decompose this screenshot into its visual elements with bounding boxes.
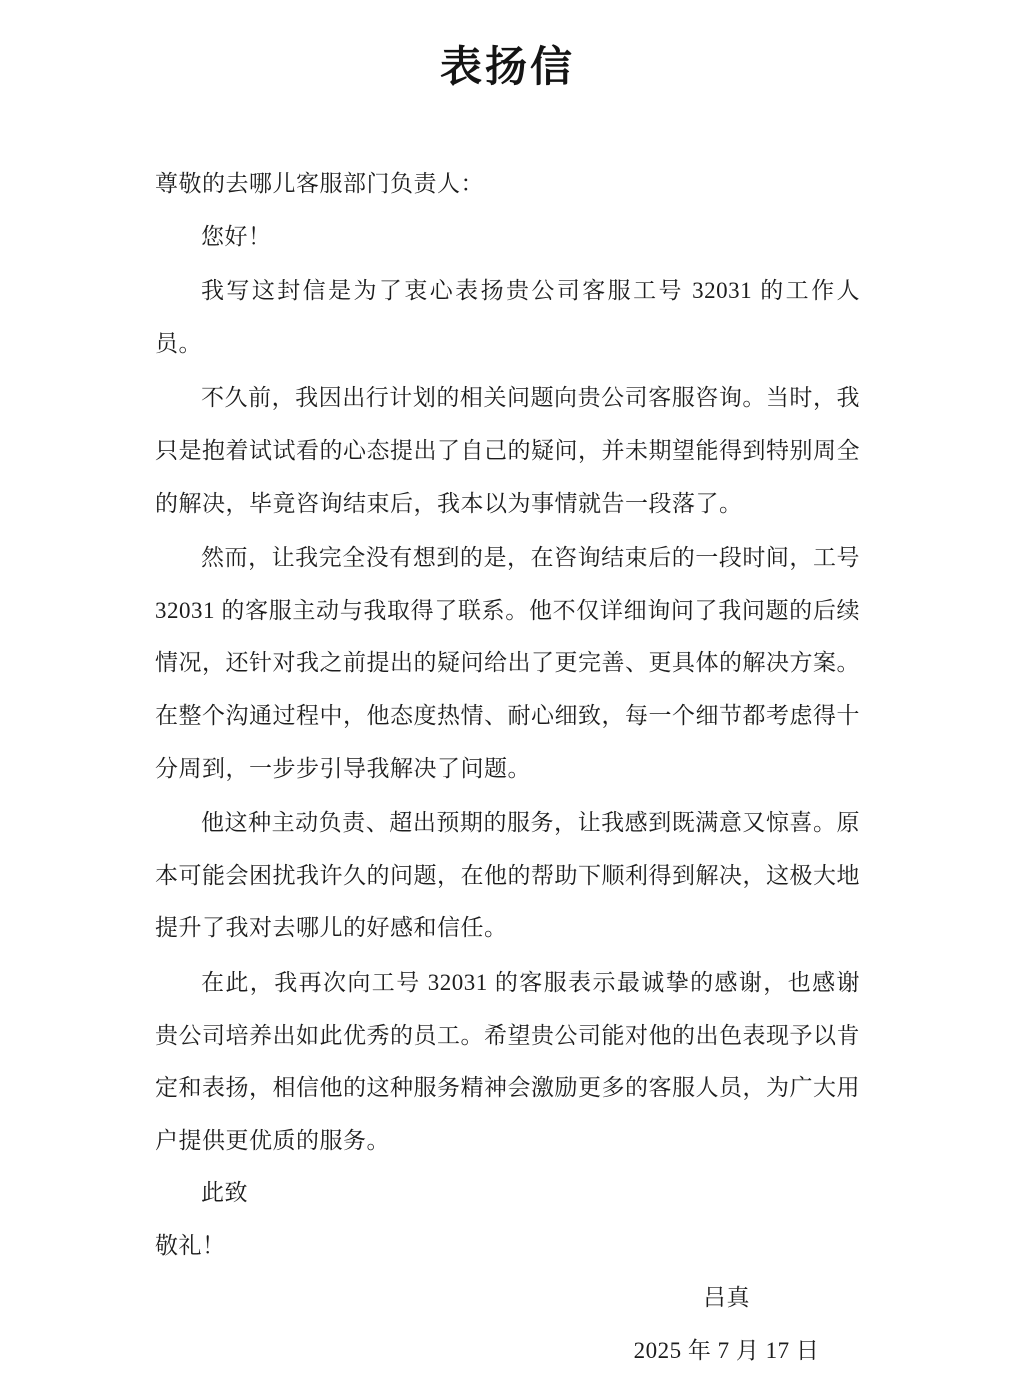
letter-body (155, 158, 860, 1378)
letter-paragraph-3: 然而，让我完全没有想到的是，在咨询结束后的一段时间，工号 32031 的客服主动与我取得了联系。他不仅详细询问了我问题的后续情况，还针对我之前提出的疑问给出了更完善、更具体的解决方案。在整个沟通过程中，他态度热情、耐心细致，每一个细节都考虑得十分周到，一步步引导我解决了问题。 (155, 545, 860, 781)
letter-paragraph-5: 在此，我再次向工号 32031 的客服表示最诚挚的感谢，也感谢贵公司培养出如此优秀的员工。希望贵公司能对他的出色表现予以肯定和表扬，相信他的这种服务精神会激励更多的客服人员，为广大用户提供更优质的服务。 (155, 969, 860, 1153)
letter-closing-phrase: 此致 (201, 1180, 248, 1206)
letter-paragraph-1: 我写这封信是为了衷心表扬贵公司客服工号 32031 的工作人员。 (155, 278, 860, 356)
letter-title: 表扬信 (439, 45, 575, 91)
letter-paragraph-2: 不久前，我因出行计划的相关问题向贵公司客服咨询。当时，我只是抱着试试看的心态提出了自己的疑问，并未期望能得到特别周全的解决，毕竟咨询结束后，我本以为事情就告一段落了。 (155, 385, 860, 516)
letter-greeting: 您好！ (201, 223, 272, 249)
letter-signature: 吕真 (703, 1285, 750, 1311)
signature-block (593, 1272, 860, 1377)
letter-paragraph-4: 他这种主动负责、超出预期的服务，让我感到既满意又惊喜。原本可能会困扰我许久的问题，在他的帮助下顺利得到解决，这极大地提升了我对去哪儿的好感和信任。 (155, 810, 860, 941)
letter-date: 2025 年 7 月 17 日 (633, 1338, 820, 1364)
letter-closing-salute: 敬礼！ (155, 1232, 226, 1258)
letter-salutation: 尊敬的去哪儿客服部门负责人： (155, 171, 484, 196)
